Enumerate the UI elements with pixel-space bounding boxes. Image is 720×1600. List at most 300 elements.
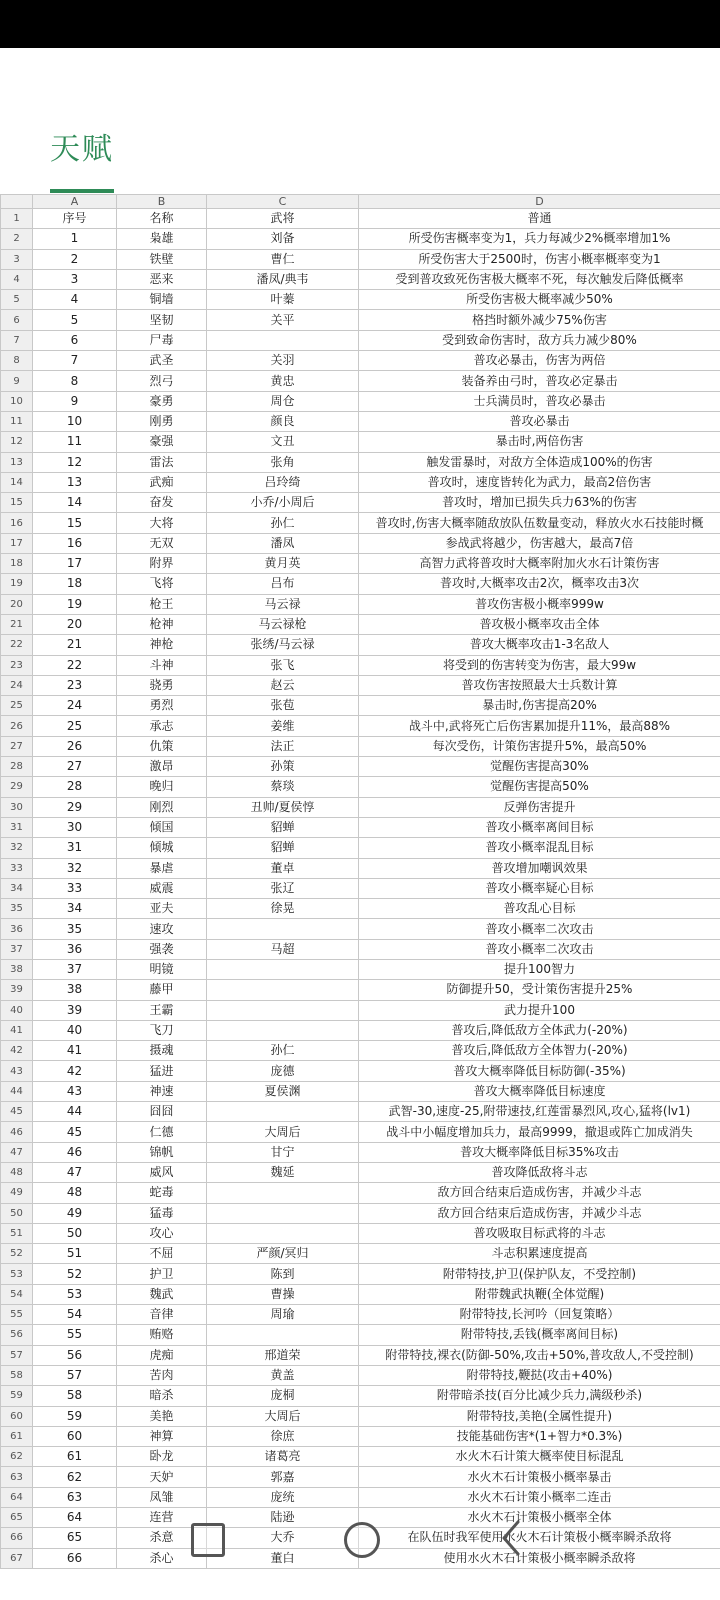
cell-general[interactable]: 邢道荣: [207, 1345, 359, 1365]
cell-effect[interactable]: 所受伤害极大概率减少50%: [359, 290, 720, 310]
column-header-a[interactable]: A: [33, 195, 117, 209]
cell-index[interactable]: 65: [33, 1528, 117, 1548]
cell-effect[interactable]: 附带暗杀技(百分比减少兵力,满级秒杀): [359, 1386, 720, 1406]
cell-name[interactable]: 攻心: [117, 1223, 207, 1243]
row-number[interactable]: 50: [1, 1203, 33, 1223]
table-row[interactable]: [1, 736, 720, 756]
row-number[interactable]: 48: [1, 1162, 33, 1182]
cell-name[interactable]: 神速: [117, 1081, 207, 1101]
cell-name[interactable]: 明镜: [117, 959, 207, 979]
back-icon[interactable]: [496, 1518, 526, 1558]
cell-name[interactable]: 飞刀: [117, 1020, 207, 1040]
cell-general[interactable]: 丑帅/夏侯惇: [207, 797, 359, 817]
cell-general[interactable]: 郭嘉: [207, 1467, 359, 1487]
cell-index[interactable]: 50: [33, 1223, 117, 1243]
cell-name[interactable]: 铁壁: [117, 249, 207, 269]
cell-index[interactable]: 30: [33, 817, 117, 837]
cell-index[interactable]: 6: [33, 330, 117, 350]
cell-effect[interactable]: 普攻必暴击: [359, 411, 720, 431]
cell-general[interactable]: 张苞: [207, 696, 359, 716]
table-row[interactable]: [1, 919, 720, 939]
cell-general[interactable]: [207, 980, 359, 1000]
cell-index[interactable]: 25: [33, 716, 117, 736]
cell-effect[interactable]: 水火木石计策极小概率全体: [359, 1508, 720, 1528]
table-row[interactable]: [1, 249, 720, 269]
cell-name[interactable]: 杀心: [117, 1548, 207, 1568]
table-row[interactable]: [1, 1284, 720, 1304]
cell-index[interactable]: 40: [33, 1020, 117, 1040]
table-row[interactable]: [1, 939, 720, 959]
table-row[interactable]: [1, 635, 720, 655]
cell-index[interactable]: 1: [33, 229, 117, 249]
cell-general[interactable]: 张飞: [207, 655, 359, 675]
cell-name[interactable]: 魏武: [117, 1284, 207, 1304]
cell-general[interactable]: 法正: [207, 736, 359, 756]
cell-index[interactable]: 19: [33, 594, 117, 614]
cell-general[interactable]: 貂蝉: [207, 838, 359, 858]
cell-general[interactable]: 庞统: [207, 1487, 359, 1507]
row-number[interactable]: 2: [1, 229, 33, 249]
cell-name[interactable]: 倾城: [117, 838, 207, 858]
cell-general[interactable]: 吕玲绮: [207, 472, 359, 492]
cell-effect[interactable]: 附带特技,鞭挞(攻击+40%): [359, 1365, 720, 1385]
cell-name[interactable]: 附界: [117, 554, 207, 574]
cell-index[interactable]: 9: [33, 391, 117, 411]
table-row[interactable]: [1, 1467, 720, 1487]
cell-index[interactable]: 26: [33, 736, 117, 756]
cell-index[interactable]: 34: [33, 899, 117, 919]
home-button[interactable]: [344, 1522, 380, 1558]
table-row[interactable]: [1, 229, 720, 249]
cell-general[interactable]: [207, 1325, 359, 1345]
cell-name[interactable]: 虎痴: [117, 1345, 207, 1365]
cell-effect[interactable]: 水火木石计策小概率二连击: [359, 1487, 720, 1507]
cell-index[interactable]: 45: [33, 1122, 117, 1142]
cell-general[interactable]: 黄忠: [207, 371, 359, 391]
cell-index[interactable]: 17: [33, 554, 117, 574]
cell-index[interactable]: 61: [33, 1447, 117, 1467]
cell-general[interactable]: 关平: [207, 310, 359, 330]
row-number[interactable]: 36: [1, 919, 33, 939]
cell-general[interactable]: 曹操: [207, 1284, 359, 1304]
cell-effect[interactable]: 普攻时,伤害大概率随敌放队伍数量变动，释放火水石技能时概: [359, 513, 720, 533]
table-row[interactable]: [1, 1000, 720, 1020]
row-number[interactable]: 10: [1, 391, 33, 411]
table-row[interactable]: [1, 533, 720, 553]
cell-index[interactable]: 4: [33, 290, 117, 310]
table-row[interactable]: [1, 452, 720, 472]
cell-index[interactable]: 8: [33, 371, 117, 391]
cell-general[interactable]: [207, 1020, 359, 1040]
cell-name[interactable]: 刚勇: [117, 411, 207, 431]
cell-effect[interactable]: 战斗中,武将死亡后伤害累加提升11%，最高88%: [359, 716, 720, 736]
cell-name[interactable]: 飞将: [117, 574, 207, 594]
cell-effect[interactable]: 普攻大概率降低目标防御(-35%): [359, 1061, 720, 1081]
row-number[interactable]: 31: [1, 817, 33, 837]
table-row[interactable]: [1, 1102, 720, 1122]
cell-index[interactable]: 16: [33, 533, 117, 553]
row-number[interactable]: 21: [1, 614, 33, 634]
table-row[interactable]: [1, 1386, 720, 1406]
cell-effect[interactable]: 士兵满员时，普攻必暴击: [359, 391, 720, 411]
cell-index[interactable]: 66: [33, 1548, 117, 1568]
cell-general[interactable]: 大周后: [207, 1122, 359, 1142]
table-row[interactable]: [1, 757, 720, 777]
cell-general[interactable]: 董卓: [207, 858, 359, 878]
cell-effect[interactable]: 高智力武将普攻时大概率附加火水石计策伤害: [359, 554, 720, 574]
cell-index[interactable]: 47: [33, 1162, 117, 1182]
table-row[interactable]: [1, 1203, 720, 1223]
cell-general[interactable]: 潘凤: [207, 533, 359, 553]
cell-general[interactable]: 张辽: [207, 878, 359, 898]
row-number[interactable]: 5: [1, 290, 33, 310]
cell-index[interactable]: 39: [33, 1000, 117, 1020]
cell-index[interactable]: 62: [33, 1467, 117, 1487]
table-row[interactable]: [1, 858, 720, 878]
cell-effect[interactable]: 普攻小概率二次攻击: [359, 919, 720, 939]
cell-effect[interactable]: 敌方回合结束后造成伤害，并减少斗志: [359, 1183, 720, 1203]
row-number[interactable]: 12: [1, 432, 33, 452]
cell-general[interactable]: 夏侯渊: [207, 1081, 359, 1101]
table-row[interactable]: [1, 310, 720, 330]
cell-index[interactable]: 60: [33, 1426, 117, 1446]
cell-name[interactable]: 威震: [117, 878, 207, 898]
cell-index[interactable]: 49: [33, 1203, 117, 1223]
cell-effect[interactable]: 普攻大概率降低目标35%攻击: [359, 1142, 720, 1162]
cell-general[interactable]: [207, 1102, 359, 1122]
table-row[interactable]: [1, 411, 720, 431]
cell-effect[interactable]: 普攻小概率离间目标: [359, 817, 720, 837]
table-row[interactable]: [1, 594, 720, 614]
cell-general[interactable]: 马云禄枪: [207, 614, 359, 634]
cell-effect[interactable]: 普攻吸取目标武将的斗志: [359, 1223, 720, 1243]
row-number[interactable]: 42: [1, 1041, 33, 1061]
table-row[interactable]: [1, 290, 720, 310]
cell-effect[interactable]: 普攻大概率攻击1-3名敌人: [359, 635, 720, 655]
cell-effect[interactable]: 受到普攻致死伤害极大概率不死，每次触发后降低概率: [359, 269, 720, 289]
cell-effect[interactable]: 普攻后,降低敌方全体武力(-20%): [359, 1020, 720, 1040]
cell-effect[interactable]: 普攻小概率疑心目标: [359, 878, 720, 898]
cell-general[interactable]: 赵云: [207, 675, 359, 695]
row-number[interactable]: 19: [1, 574, 33, 594]
cell-name[interactable]: 卧龙: [117, 1447, 207, 1467]
cell-index[interactable]: 18: [33, 574, 117, 594]
table-row[interactable]: [1, 1142, 720, 1162]
table-row[interactable]: [1, 1061, 720, 1081]
cell-index[interactable]: 36: [33, 939, 117, 959]
cell-name[interactable]: 神枪: [117, 635, 207, 655]
cell-general[interactable]: 张角: [207, 452, 359, 472]
cell-index[interactable]: 38: [33, 980, 117, 1000]
cell-name[interactable]: 铜墙: [117, 290, 207, 310]
cell-index[interactable]: 59: [33, 1406, 117, 1426]
cell-name[interactable]: 武痴: [117, 472, 207, 492]
cell-name[interactable]: 蛇毒: [117, 1183, 207, 1203]
cell-effect[interactable]: 武智-30,速度-25,附带速技,红莲雷暴烈风,攻心,猛将(lv1): [359, 1102, 720, 1122]
cell-general[interactable]: 魏延: [207, 1162, 359, 1182]
cell-index[interactable]: 21: [33, 635, 117, 655]
row-number[interactable]: 49: [1, 1183, 33, 1203]
cell-name[interactable]: 杀意: [117, 1528, 207, 1548]
cell-name[interactable]: 激昂: [117, 757, 207, 777]
cell-name[interactable]: 锦帆: [117, 1142, 207, 1162]
cell-effect[interactable]: 装备养由弓时，普攻必定暴击: [359, 371, 720, 391]
cell-effect[interactable]: 普攻大概率降低目标速度: [359, 1081, 720, 1101]
cell-index[interactable]: 20: [33, 614, 117, 634]
cell-effect[interactable]: 暴击时,两倍伤害: [359, 432, 720, 452]
cell-effect[interactable]: 普攻后,降低敌方全体智力(-20%): [359, 1041, 720, 1061]
table-row[interactable]: [1, 614, 720, 634]
cell-effect[interactable]: 触发雷暴时，对敌方全体造成100%的伤害: [359, 452, 720, 472]
cell-effect[interactable]: 附带特技,护卫(保护队友，不受控制): [359, 1264, 720, 1284]
row-number[interactable]: 67: [1, 1548, 33, 1568]
table-row[interactable]: [1, 980, 720, 1000]
cell-name[interactable]: 神算: [117, 1426, 207, 1446]
cell-index[interactable]: 23: [33, 675, 117, 695]
row-number[interactable]: 51: [1, 1223, 33, 1243]
cell-index[interactable]: 22: [33, 655, 117, 675]
cell-general[interactable]: [207, 959, 359, 979]
cell-name[interactable]: 连营: [117, 1508, 207, 1528]
row-number[interactable]: 9: [1, 371, 33, 391]
row-number[interactable]: 59: [1, 1386, 33, 1406]
column-header-b[interactable]: B: [117, 195, 207, 209]
table-row[interactable]: [1, 1183, 720, 1203]
cell-name[interactable]: 豪勇: [117, 391, 207, 411]
cell-name[interactable]: 枪王: [117, 594, 207, 614]
row-number[interactable]: 40: [1, 1000, 33, 1020]
table-row[interactable]: [1, 959, 720, 979]
table-row[interactable]: [1, 777, 720, 797]
table-row[interactable]: [1, 1365, 720, 1385]
cell-effect[interactable]: 暴击时,伤害提高20%: [359, 696, 720, 716]
table-row[interactable]: [1, 432, 720, 452]
cell-general[interactable]: 周仓: [207, 391, 359, 411]
cell-general[interactable]: 黄月英: [207, 554, 359, 574]
cell-name[interactable]: 恶来: [117, 269, 207, 289]
row-number[interactable]: 13: [1, 452, 33, 472]
cell-effect[interactable]: 觉醒伤害提高30%: [359, 757, 720, 777]
cell-index[interactable]: 11: [33, 432, 117, 452]
table-row[interactable]: [1, 1020, 720, 1040]
cell-index[interactable]: 29: [33, 797, 117, 817]
table-row[interactable]: [1, 1081, 720, 1101]
cell-general[interactable]: 刘备: [207, 229, 359, 249]
cell-name[interactable]: 暗杀: [117, 1386, 207, 1406]
cell-general[interactable]: 蔡琰: [207, 777, 359, 797]
cell-name[interactable]: 暴虐: [117, 858, 207, 878]
row-number[interactable]: 62: [1, 1447, 33, 1467]
row-number[interactable]: 20: [1, 594, 33, 614]
table-row[interactable]: [1, 797, 720, 817]
cell-effect[interactable]: 普攻极小概率攻击全体: [359, 614, 720, 634]
table-row[interactable]: [1, 554, 720, 574]
table-row[interactable]: [1, 1325, 720, 1345]
cell-effect[interactable]: 普攻时，增加已损失兵力63%的伤害: [359, 493, 720, 513]
row-number[interactable]: 24: [1, 675, 33, 695]
row-number[interactable]: 6: [1, 310, 33, 330]
row-number[interactable]: 7: [1, 330, 33, 350]
cell-index[interactable]: 35: [33, 919, 117, 939]
cell-effect[interactable]: 普攻伤害按照最大士兵数计算: [359, 675, 720, 695]
table-row[interactable]: [1, 1345, 720, 1365]
cell-effect[interactable]: 普攻伤害极小概率999w: [359, 594, 720, 614]
cell-general[interactable]: 大周后: [207, 1406, 359, 1426]
row-number[interactable]: 17: [1, 533, 33, 553]
cell-index[interactable]: 14: [33, 493, 117, 513]
table-row[interactable]: [1, 716, 720, 736]
table-row[interactable]: [1, 655, 720, 675]
row-number[interactable]: 58: [1, 1365, 33, 1385]
spreadsheet[interactable]: [0, 194, 720, 1569]
cell-index[interactable]: 12: [33, 452, 117, 472]
cell-general[interactable]: 颜良: [207, 411, 359, 431]
cell-index[interactable]: 43: [33, 1081, 117, 1101]
recents-button[interactable]: [191, 1523, 225, 1557]
cell-effect[interactable]: 受到致命伤害时，敌方兵力减少80%: [359, 330, 720, 350]
cell-name[interactable]: 晚归: [117, 777, 207, 797]
cell-effect[interactable]: 附带特技,美艳(全属性提升): [359, 1406, 720, 1426]
cell-name[interactable]: 雷法: [117, 452, 207, 472]
cell-effect[interactable]: 所受伤害概率变为1，兵力每减少2%概率增加1%: [359, 229, 720, 249]
cell-general[interactable]: 严颜/冥归: [207, 1244, 359, 1264]
cell-effect[interactable]: 武力提升100: [359, 1000, 720, 1020]
corner-cell[interactable]: [1, 195, 33, 209]
cell-general[interactable]: 甘宁: [207, 1142, 359, 1162]
row-number[interactable]: 43: [1, 1061, 33, 1081]
cell-index[interactable]: 54: [33, 1305, 117, 1325]
table-row[interactable]: [1, 209, 720, 229]
cell-effect[interactable]: 提升100智力: [359, 959, 720, 979]
cell-general[interactable]: 孙策: [207, 757, 359, 777]
row-number[interactable]: 1: [1, 209, 33, 229]
cell-general[interactable]: 庞桐: [207, 1386, 359, 1406]
cell-name[interactable]: 仁德: [117, 1122, 207, 1142]
cell-general[interactable]: 徐晃: [207, 899, 359, 919]
cell-index[interactable]: 63: [33, 1487, 117, 1507]
row-number[interactable]: 18: [1, 554, 33, 574]
cell-name[interactable]: 烈弓: [117, 371, 207, 391]
cell-index[interactable]: 28: [33, 777, 117, 797]
cell-name[interactable]: 凤雏: [117, 1487, 207, 1507]
cell-index[interactable]: 48: [33, 1183, 117, 1203]
cell-name[interactable]: 骁勇: [117, 675, 207, 695]
cell-effect[interactable]: 参战武将越少，伤害越大，最高7倍: [359, 533, 720, 553]
table-row[interactable]: [1, 1264, 720, 1284]
cell-name[interactable]: 藤甲: [117, 980, 207, 1000]
table-row[interactable]: [1, 1041, 720, 1061]
cell-index[interactable]: 56: [33, 1345, 117, 1365]
cell-name[interactable]: 斗神: [117, 655, 207, 675]
cell-index[interactable]: 33: [33, 878, 117, 898]
table-row[interactable]: [1, 472, 720, 492]
cell-name[interactable]: 枪神: [117, 614, 207, 634]
row-number[interactable]: 60: [1, 1406, 33, 1426]
cell-effect[interactable]: 普攻必暴击，伤害为两倍: [359, 351, 720, 371]
row-number[interactable]: 41: [1, 1020, 33, 1040]
cell-general[interactable]: 陆逊: [207, 1508, 359, 1528]
row-number[interactable]: 46: [1, 1122, 33, 1142]
cell-general[interactable]: [207, 1183, 359, 1203]
cell-effect[interactable]: 附带特技,长河吟（回复策略）: [359, 1305, 720, 1325]
row-number[interactable]: 38: [1, 959, 33, 979]
cell-effect[interactable]: 普攻小概率二次攻击: [359, 939, 720, 959]
cell-general[interactable]: 叶蓁: [207, 290, 359, 310]
cell-effect[interactable]: 技能基础伤害*(1+智力*0.3%): [359, 1426, 720, 1446]
row-number[interactable]: 37: [1, 939, 33, 959]
cell-name[interactable]: 无双: [117, 533, 207, 553]
cell-name[interactable]: 枭雄: [117, 229, 207, 249]
cell-name[interactable]: 王霸: [117, 1000, 207, 1020]
cell-general[interactable]: 周瑜: [207, 1305, 359, 1325]
cell-general[interactable]: [207, 1223, 359, 1243]
cell-index[interactable]: 53: [33, 1284, 117, 1304]
cell-index[interactable]: 3: [33, 269, 117, 289]
cell-general[interactable]: 陈到: [207, 1264, 359, 1284]
row-number[interactable]: 23: [1, 655, 33, 675]
row-number[interactable]: 15: [1, 493, 33, 513]
cell-index[interactable]: 46: [33, 1142, 117, 1162]
row-number[interactable]: 54: [1, 1284, 33, 1304]
cell-general[interactable]: [207, 1000, 359, 1020]
cell-name[interactable]: 苦肉: [117, 1365, 207, 1385]
cell-name[interactable]: 豪强: [117, 432, 207, 452]
cell-name[interactable]: 武圣: [117, 351, 207, 371]
cell-general[interactable]: 马超: [207, 939, 359, 959]
cell-general[interactable]: 关羽: [207, 351, 359, 371]
cell-index[interactable]: 5: [33, 310, 117, 330]
table-row[interactable]: [1, 330, 720, 350]
row-number[interactable]: 33: [1, 858, 33, 878]
cell-name[interactable]: 大将: [117, 513, 207, 533]
cell-index[interactable]: 序号: [33, 209, 117, 229]
cell-name[interactable]: 名称: [117, 209, 207, 229]
cell-general[interactable]: 文丑: [207, 432, 359, 452]
row-number[interactable]: 3: [1, 249, 33, 269]
cell-name[interactable]: 刚烈: [117, 797, 207, 817]
cell-effect[interactable]: 将受到的伤害转变为伤害，最大99w: [359, 655, 720, 675]
cell-index[interactable]: 37: [33, 959, 117, 979]
table-row[interactable]: [1, 269, 720, 289]
cell-index[interactable]: 41: [33, 1041, 117, 1061]
cell-index[interactable]: 10: [33, 411, 117, 431]
cell-general[interactable]: 孙仁: [207, 513, 359, 533]
cell-effect[interactable]: 战斗中小幅度增加兵力，最高9999，撤退或阵亡加成消失: [359, 1122, 720, 1142]
row-number[interactable]: 56: [1, 1325, 33, 1345]
table-row[interactable]: [1, 391, 720, 411]
cell-name[interactable]: 勇烈: [117, 696, 207, 716]
cell-name[interactable]: 美艳: [117, 1406, 207, 1426]
cell-index[interactable]: 42: [33, 1061, 117, 1081]
cell-effect[interactable]: 格挡时额外减少75%伤害: [359, 310, 720, 330]
cell-effect[interactable]: 附带特技,裸衣(防御-50%,攻击+50%,普攻敌人,不受控制): [359, 1345, 720, 1365]
table-row[interactable]: [1, 1447, 720, 1467]
cell-general[interactable]: 吕布: [207, 574, 359, 594]
cell-general[interactable]: 姜维: [207, 716, 359, 736]
cell-name[interactable]: 囧囧: [117, 1102, 207, 1122]
cell-index[interactable]: 51: [33, 1244, 117, 1264]
cell-effect[interactable]: 反弹伤害提升: [359, 797, 720, 817]
cell-general[interactable]: 大乔: [207, 1528, 359, 1548]
cell-general[interactable]: 孙仁: [207, 1041, 359, 1061]
cell-name[interactable]: 奋发: [117, 493, 207, 513]
column-header-c[interactable]: C: [207, 195, 359, 209]
cell-index[interactable]: 7: [33, 351, 117, 371]
cell-effect[interactable]: 觉醒伤害提高50%: [359, 777, 720, 797]
cell-general[interactable]: 潘凤/典韦: [207, 269, 359, 289]
cell-effect[interactable]: 附带魏武执鞭(全体觉醒): [359, 1284, 720, 1304]
cell-effect[interactable]: 普攻降低敌将斗志: [359, 1162, 720, 1182]
